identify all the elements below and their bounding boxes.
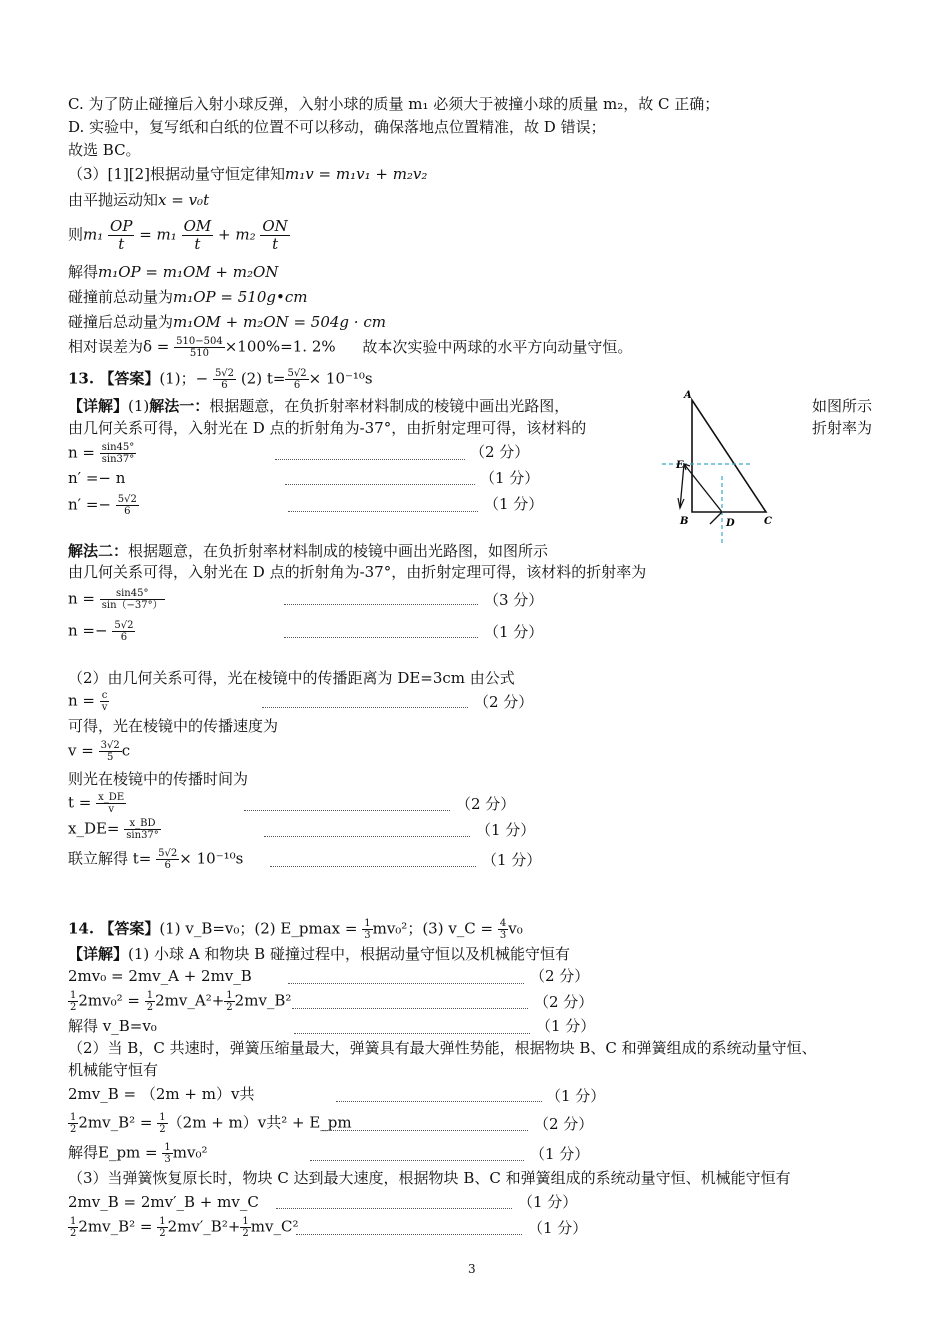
half: $\frac{1}{2}$ <box>159 1112 166 1135</box>
q13-answer-line: 13. 【答案】(1)；− $\frac{5√2}{6}$ (2) t= $\frac{5√2}{6}$ × 10⁻¹⁰s <box>68 368 373 391</box>
select-line: 故选 BC。 <box>68 141 141 159</box>
half: $\frac{1}{2}$ <box>146 990 154 1013</box>
q14-eq-7: 2mv_B = 2mv′_B + mv_C <box>68 1193 259 1211</box>
t-fraction: $\frac{x\_DE}{v}$ <box>98 792 125 815</box>
q14-eq-2: $\frac{1}{2}$ 2mv₀² = $\frac{1}{2}$ 2mv_A²+ $\frac{1}{2}$ 2mv_B² <box>70 990 292 1013</box>
c-over-v: $\frac{c}{v}$ <box>101 690 108 713</box>
prism-figure <box>662 388 782 552</box>
score: （1 分） <box>518 1193 578 1211</box>
on-over-t: $\frac{ON}{t}$ <box>262 217 288 253</box>
part2-xde-line: x_DE= $\frac{x\_BD}{\sin 37^\circ}$ <box>68 818 159 841</box>
score: （2 分） <box>530 967 590 985</box>
q14-frac-1: $\frac{1}{3}$ <box>364 918 371 941</box>
half: $\frac{1}{2}$ <box>242 1216 249 1239</box>
dot-leader <box>322 1130 528 1131</box>
dot-leader <box>284 637 478 638</box>
method2-line: 解法二：根据题意，在负折射率材料制成的棱镜中画出光路图，如图所示 <box>68 542 549 560</box>
third: $\frac{1}{3}$ <box>164 1142 171 1165</box>
op-over-t: $\frac{OP}{t}$ <box>110 217 133 253</box>
score: （1 分） <box>476 821 536 839</box>
v-fraction: $\frac{3√2}{5}$ <box>100 740 120 763</box>
label-e: E <box>676 460 684 471</box>
q14-detail-line: 【详解】(1) 小球 A 和物块 B 碰撞过程中，根据动量守恒以及机械能守恒有 <box>68 945 570 963</box>
score: （1 分） <box>528 1219 588 1237</box>
option-d-line: D. 实验中，复写纸和白纸的位置不可以移动，确保落地点位置精准，故 D 错误； <box>68 118 606 136</box>
relative-error-line: 相对误差为δ = $\frac{510-504}{510}$ ×100%=1. 2% 故本次实验中两球的水平方向动量守恒。 <box>68 336 633 359</box>
dot-leader <box>284 604 478 605</box>
score: （2 分） <box>534 1115 594 1133</box>
q14-eq-5: $\frac{1}{2}$ 2mv_B² = $\frac{1}{2}$ （2m + m）v共² + E_pm <box>70 1112 352 1135</box>
q14-eq-1: 2mv₀ = 2mv_A + 2mv_B <box>68 967 252 985</box>
momentum-before-line: 碰撞前总动量为m₁OP = 510g•cm <box>68 288 308 306</box>
momentum-after-line: 碰撞后总动量为m₁OM + m₂ON = 504g · cm <box>68 313 386 331</box>
score: （1 分） <box>482 851 542 869</box>
dot-leader <box>270 866 476 867</box>
q14-frac-2: $\frac{4}{3}$ <box>499 918 507 941</box>
dot-leader <box>292 1008 528 1009</box>
score: （1 分） <box>480 469 540 487</box>
method2-n-eq-2: n =− $\frac{5√2}{6}$ <box>68 620 134 643</box>
label-b: B <box>680 516 689 527</box>
score: （1 分） <box>536 1017 596 1035</box>
ratio-equation-line: 则m₁ $\frac{OP}{t}$ = m₁ $\frac{OM}{t}$ + m₂ $\frac{ON}{t}$ <box>68 217 288 253</box>
dot-leader <box>264 836 470 837</box>
part2-t-line: t = $\frac{x\_DE}{v}$ <box>68 792 125 815</box>
m2-n2-fraction: $\frac{5√2}{6}$ <box>114 620 134 643</box>
n3-fraction: $\frac{5√2}{6}$ <box>117 494 137 517</box>
q14-part3-line: （3）当弹簧恢复原长时，物块 C 达到最大速度，根据物块 B、C 和弹簧组成的系统动量守恒、机械能守恒有 <box>68 1169 791 1187</box>
q14-answer-line: 14. 【答案】(1) v_B=v₀；(2) E_pmax = $\frac{1}{3}$ mv₀²；(3) v_C = $\frac{4}{3}$ v₀ <box>68 918 523 941</box>
q13-frac-1: $\frac{5√2}{6}$ <box>214 368 235 391</box>
q13-geometry-right: 折射率为 <box>812 419 873 437</box>
dot-leader <box>336 1101 542 1102</box>
projectile-line: 由平抛运动知x = v₀t <box>68 191 210 209</box>
half: $\frac{1}{2}$ <box>226 990 233 1013</box>
om-over-t: $\frac{OM}{t}$ <box>183 217 212 253</box>
dot-leader <box>285 484 475 485</box>
score: （2 分） <box>534 993 594 1011</box>
part2-intro-line: （2）由几何关系可得，光在棱镜中的传播距离为 DE=3cm 由公式 <box>68 669 515 687</box>
n-eq-3: n′ =− $\frac{5√2}{6}$ <box>68 494 137 517</box>
solve-line: 解得m₁OP = m₁OM + m₂ON <box>68 263 279 281</box>
n-eq-2: n′ =− n <box>68 469 126 487</box>
label-d: D <box>726 518 735 529</box>
label-c: C <box>764 516 772 527</box>
q14-eq-6: 解得E_pm = $\frac{1}{3}$ mv₀² <box>68 1142 208 1165</box>
label-a: A <box>684 390 692 401</box>
score: （2 分） <box>474 693 534 711</box>
m2-n-fraction: $\frac{\sin 45^\circ}{\sin(-37^\circ)}$ <box>101 588 163 611</box>
score: （3 分） <box>484 591 544 609</box>
incident-ray <box>710 512 722 524</box>
page-number: 3 <box>468 1262 476 1276</box>
dot-leader <box>276 1208 512 1209</box>
dot-leader <box>262 707 468 708</box>
final-fraction: $\frac{5√2}{6}$ <box>158 848 178 871</box>
method2-n-eq: n = $\frac{\sin 45^\circ}{\sin(-37^\circ)}$ <box>68 588 163 611</box>
part2-time-line: 则光在棱镜中的传播时间为 <box>68 770 249 788</box>
score: （1 分） <box>546 1087 606 1105</box>
q13-detail-line: 【详解】(1)解法一：根据题意，在负折射率材料制成的棱镜中画出光路图， <box>68 397 570 415</box>
score: （2 分） <box>456 795 516 813</box>
method2-geometry-line: 由几何关系可得，入射光在 D 点的折射角为-37°，由折射定理可得，该材料的折射率为 <box>68 563 647 581</box>
dot-leader <box>310 1160 524 1161</box>
half: $\frac{1}{2}$ <box>70 1112 77 1135</box>
part2-n-line: n = $\frac{c}{v}$ <box>68 690 108 713</box>
n-eq-1: n = $\frac{\sin 45^\circ}{\sin 37^\circ}$ <box>68 442 135 465</box>
dot-leader <box>244 810 450 811</box>
dot-leader <box>275 459 465 460</box>
score: （1 分） <box>484 495 544 513</box>
q14-part2-line: （2）当 B，C 共速时，弹簧压缩量最大，弹簧具有最大弹性势能，根据物块 B、C 和弹簧组成的系统动量守恒、 <box>68 1039 817 1057</box>
q14-eq-3: 解得 v_B=v₀ <box>68 1017 157 1035</box>
dot-leader <box>288 983 524 984</box>
q3-intro-line: （3）[1][2]根据动量守恒定律知m₁v = m₁v₁ + m₂v₂ <box>68 165 428 183</box>
ray-de <box>684 464 722 512</box>
score: （1 分） <box>530 1145 590 1163</box>
n-fraction: $\frac{\sin 45^\circ}{\sin 37^\circ}$ <box>101 442 135 465</box>
q14-eq-4: 2mv_B = （2m + m）v共 <box>68 1085 255 1103</box>
xde-fraction: $\frac{x\_BD}{\sin 37^\circ}$ <box>126 818 159 841</box>
q14-part2-line-b: 机械能守恒有 <box>68 1061 159 1079</box>
relative-error-fraction: $\frac{510-504}{510}$ <box>176 336 223 359</box>
score: （1 分） <box>484 623 544 641</box>
option-c-line: C. 为了防止碰撞后入射小球反弹，入射小球的质量 m₁ 必须大于被撞小球的质量 m₂，故 C 正确； <box>68 95 720 113</box>
q13-detail-right: 如图所示 <box>812 397 873 415</box>
score: （2 分） <box>470 443 530 461</box>
dot-leader <box>294 1033 530 1034</box>
q13-frac-2: $\frac{5√2}{6}$ <box>287 368 307 391</box>
prism-triangle <box>692 400 766 512</box>
part2-v-line: v = $\frac{3√2}{5}$ c <box>68 740 131 763</box>
half: $\frac{1}{2}$ <box>70 990 77 1013</box>
dot-leader <box>288 511 478 512</box>
half: $\frac{1}{2}$ <box>159 1216 166 1239</box>
dot-leader <box>296 1234 522 1235</box>
half: $\frac{1}{2}$ <box>70 1216 77 1239</box>
q14-eq-8: $\frac{1}{2}$ 2mv_B² = $\frac{1}{2}$ 2mv′_B²+ $\frac{1}{2}$ mv_C² <box>70 1216 299 1239</box>
part2-get-line: 可得，光在棱镜中的传播速度为 <box>68 717 279 735</box>
q13-geometry-line: 由几何关系可得，入射光在 D 点的折射角为-37°，由折射定理可得，该材料的 <box>68 419 587 437</box>
part2-final-line: 联立解得 t= $\frac{5√2}{6}$ × 10⁻¹⁰s <box>68 848 244 871</box>
